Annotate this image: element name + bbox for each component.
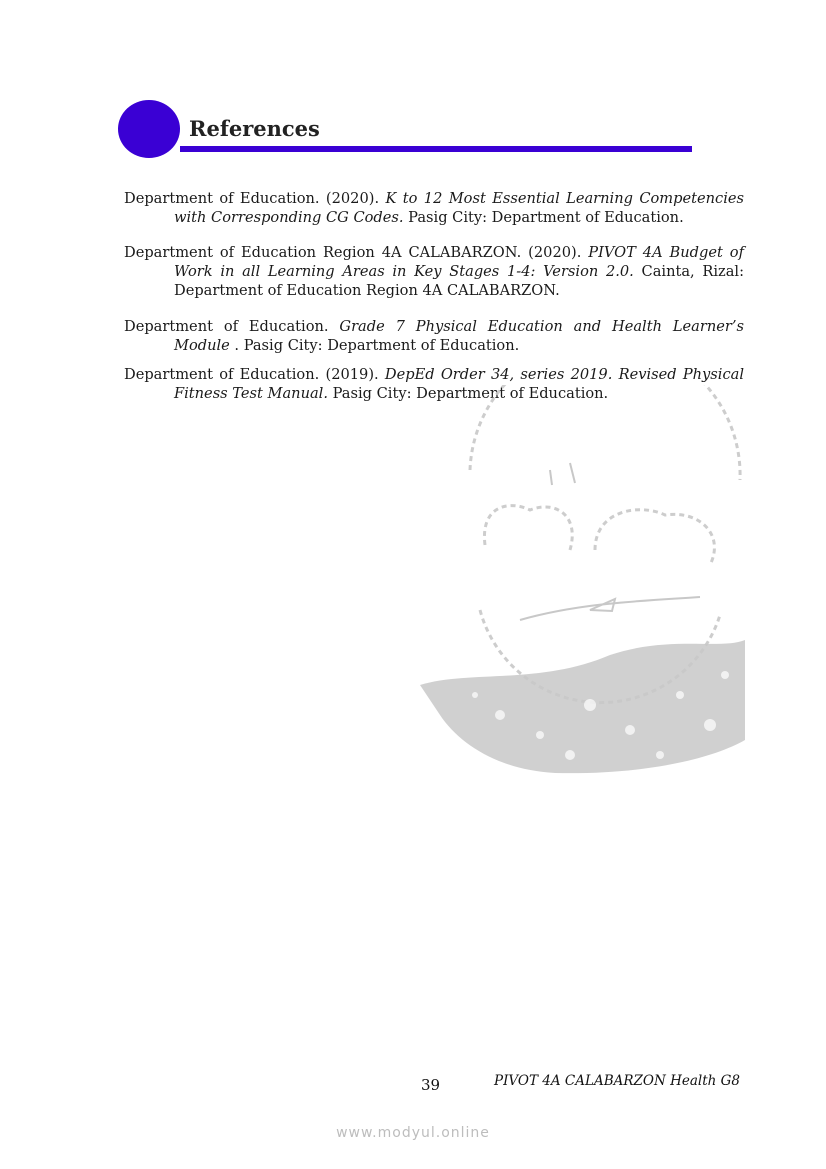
reference-title: Grade 7 Physical Education and Health Learner’s Module — [174, 318, 744, 354]
reference-item — [124, 317, 744, 355]
page-title: References — [189, 116, 320, 141]
page-number: 39 — [421, 1076, 441, 1094]
section-header — [118, 100, 694, 160]
footer-title: PIVOT 4A CALABARZON Health G8 — [494, 1073, 741, 1089]
reference-author: Department of Education Region 4A CALABARZON. (2020). — [124, 244, 589, 261]
reference-author: Department of Education. (2019). — [124, 366, 385, 383]
reference-list — [124, 189, 744, 403]
reference-publisher: Pasig City: Department of Education. — [403, 209, 684, 226]
reference-author: Department of Education. — [124, 318, 340, 335]
reference-author: Department of Education. (2020). — [124, 190, 386, 207]
reference-title: DepEd Order 34, series 2019. Revised Physical Fitness Test Manual. — [174, 366, 745, 402]
deped-seal-watermark — [380, 385, 750, 780]
site-watermark: www.modyul.online — [336, 1125, 490, 1141]
reference-publisher: Cainta, Rizal: Department of Education Region 4A CALABARZON. — [174, 263, 745, 299]
reference-title: K to 12 Most Essential Learning Competencies with Corresponding CG Codes. — [174, 190, 744, 226]
reference-title: PIVOT 4A Budget of Work in all Learning Areas in Key Stages 1-4: Version 2.0. — [174, 244, 744, 280]
reference-publisher: . Pasig City: Department of Education. — [229, 337, 520, 354]
header-circle-icon — [118, 100, 180, 158]
reference-item — [124, 243, 744, 300]
reference-publisher: Pasig City: Department of Education. — [328, 385, 609, 402]
reference-item — [124, 189, 744, 227]
header-underline — [180, 146, 692, 152]
